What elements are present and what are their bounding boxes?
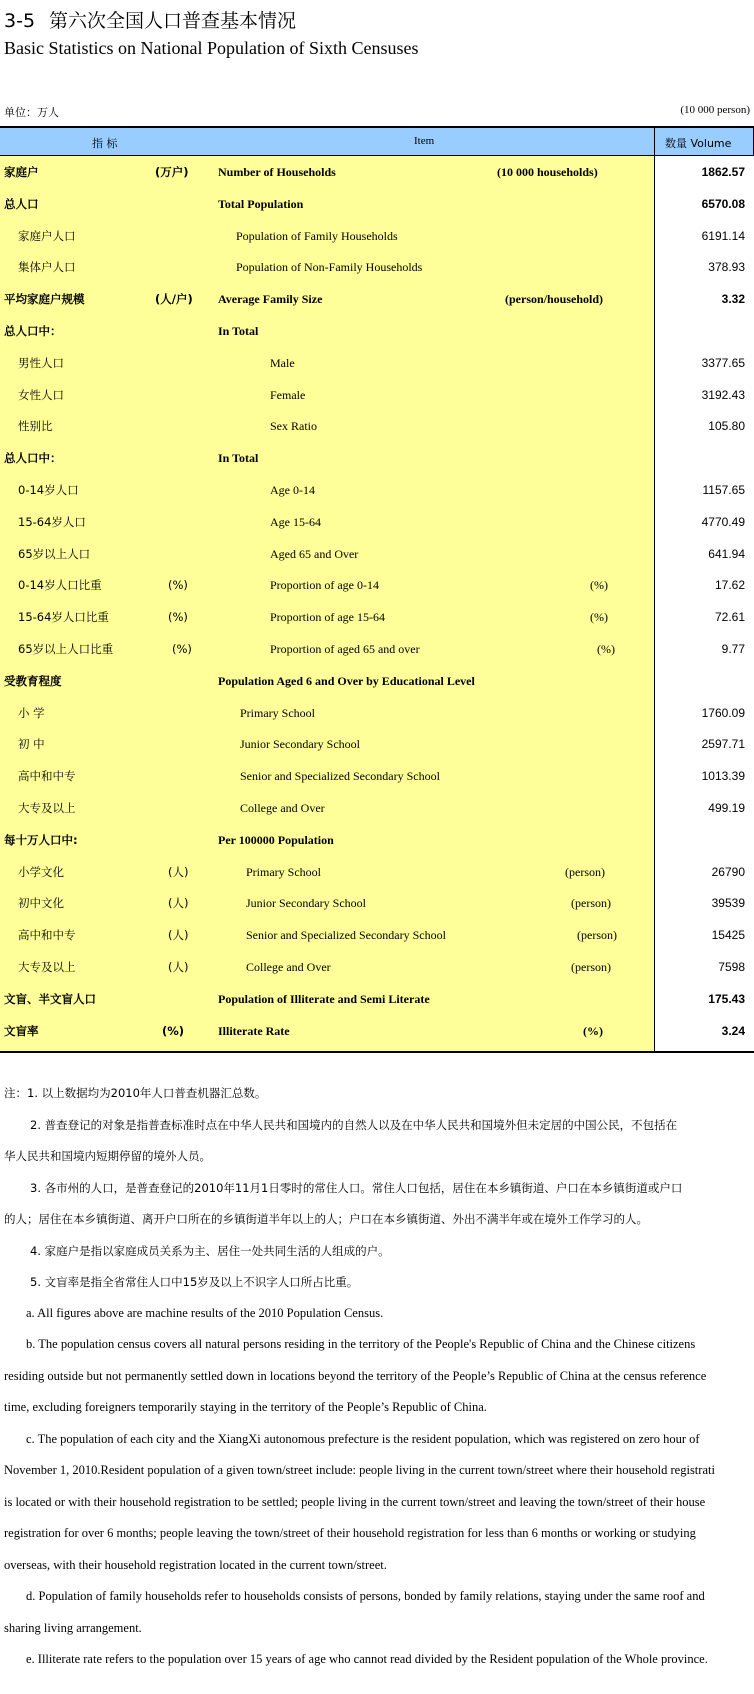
footnote-line: 注：1. 以上数据均为2010年人口普查机器汇总数。 [4,1086,267,1100]
item-unit-en: (%) [583,1023,603,1038]
indicator-cn: 小学文化 [18,864,64,879]
indicator-unit-cn: (%) [162,1023,185,1038]
volume-value: 2597.71 [701,737,745,752]
indicator-cn: 大专及以上 [18,960,76,974]
volume-value: 641.94 [708,546,745,561]
footnote-line: b. The population census covers all natural persons residing in the territory of the People's Republic of China and the Chinese citizens [26,1337,696,1351]
unit-label-en: (10 000 person) [680,104,750,116]
item-en: College and Over [240,801,325,815]
indicator-cn: 0-14岁人口比重 [18,578,102,593]
item-en: In Total [218,451,259,466]
indicator-cn: 男性人口 [18,355,64,370]
item-unit-en: (%) [590,610,608,625]
header-item: Item [414,135,435,147]
footnote-line: 2. 普查登记的对象是指普查标准时点在中华人民共和国境内的自然人以及在中华人民共和国境外但未定居的中国公民，不包括在 [30,1118,678,1132]
item-en: Junior Secondary School [240,737,360,752]
indicator-cn: 文盲率 [4,1023,39,1038]
item-en: Senior and Specialized Secondary School [246,928,446,943]
item-en: Population of Non-Family Households [236,260,423,275]
indicator-unit-cn: (人) [168,896,189,911]
indicator-unit-cn: (%) [172,642,192,656]
volume-value: 1862.57 [701,165,745,179]
footnote-line: overseas, with their household registration located in the current town/street. [4,1558,387,1572]
item-en: Proportion of aged 65 and over [270,642,420,656]
item-unit-en: (%) [590,578,608,593]
table-row [0,283,754,315]
table-row [0,442,754,474]
table-row [0,919,754,951]
indicator-cn: 初中文化 [18,896,64,911]
item-en: Per 100000 Population [218,832,334,847]
footnote-line: 3. 各市州的人口，是普查登记的2010年11月1日零时的常住人口。常住人口包括，居住在本乡镇街道、户口在本乡镇街道或户口 [30,1181,683,1195]
indicator-cn: 平均家庭户规模 [4,292,85,307]
indicator-cn: 集体户人口 [18,260,76,275]
unit-label-cn: 单位：万人 [4,106,59,119]
footnote-line: registration for over 6 months; people leaving the town/street of their household registration for less than 6 months or working or studying [4,1526,696,1540]
footnote-line: residing outside but not permanently settled down in locations beyond the territory of the People’s Republic of China at the census reference [4,1369,707,1383]
page-title-cn [4,6,296,33]
table-row [0,251,754,283]
indicator-cn: 女性人口 [18,387,64,402]
footnote-line: sharing living arrangement. [4,1621,142,1635]
item-en: Illiterate Rate [218,1023,290,1038]
item-en: Primary School [240,705,315,720]
table-bottom-border [0,1051,754,1053]
table-row [0,156,754,188]
table-row [0,601,754,633]
table-row [0,633,754,665]
indicator-cn: 家庭户 [4,165,39,179]
table-row [0,792,754,824]
item-en: Junior Secondary School [246,896,366,911]
indicator-cn: 小 学 [18,705,45,720]
indicator-cn: 高中和中专 [18,769,76,784]
statistics-table [0,126,754,1053]
item-en: Age 15-64 [270,514,321,529]
volume-value: 499.19 [708,801,745,815]
volume-value: 378.93 [708,260,745,275]
volume-value: 15425 [711,928,745,943]
item-en: In Total [218,324,259,338]
volume-value: 7598 [718,960,745,974]
table-row [0,983,754,1015]
item-en: Age 0-14 [270,483,315,497]
item-en: Female [270,387,306,402]
table-row [0,474,754,506]
volume-value: 9.77 [721,642,745,656]
item-unit-en: (10 000 households) [497,165,598,179]
volume-value: 6570.08 [701,196,745,211]
indicator-unit-cn: (人) [168,864,189,879]
table-row [0,856,754,888]
table-row [0,665,754,697]
indicator-cn: 高中和中专 [18,928,76,943]
item-unit-en: (%) [597,642,615,656]
volume-value: 72.61 [714,610,745,625]
table-row [0,506,754,538]
item-en: Sex Ratio [270,419,317,434]
volume-value: 39539 [711,896,745,911]
header-volume: 数量 Volume [665,137,732,150]
volume-value: 3192.43 [701,387,745,402]
item-unit-en: (person) [565,864,605,879]
table-row [0,728,754,760]
footnote-line: is located or with their household registration to be settled; people living in the current town/street and leaving the town/street of their house [4,1495,706,1509]
table-row [0,315,754,347]
item-en: Population Aged 6 and Over by Educational Level [218,673,475,688]
footnote-line: November 1, 2010.Resident population of a given town/street include: people living in the current town/street where their household registrati [4,1463,715,1477]
item-en: Male [270,355,295,370]
volume-value: 175.43 [708,991,745,1006]
table-row [0,760,754,792]
item-en: Total Population [218,196,304,211]
indicator-cn: 总人口 [4,196,39,211]
item-en: College and Over [246,960,331,974]
indicator-cn: 15-64岁人口 [18,514,86,529]
item-en: Senior and Specialized Secondary School [240,769,440,784]
indicator-cn: 初 中 [18,737,45,752]
item-en: Population of Family Households [236,228,398,243]
item-unit-en: (person) [571,896,611,911]
indicator-cn: 文盲、半文盲人口 [4,991,96,1006]
footnote-line: d. Population of family households refer to households consists of persons, bonded by family relations, staying under the same roof and [26,1589,705,1603]
indicator-cn: 总人口中： [4,324,62,338]
table-row [0,379,754,411]
table-row [0,697,754,729]
indicator-cn: 大专及以上 [18,801,76,815]
table-row [0,569,754,601]
table-row [0,410,754,442]
volume-value: 3.32 [721,292,745,307]
volume-value: 17.62 [714,578,745,593]
table-row [0,220,754,252]
item-en: Number of Households [218,165,336,179]
page-title-en: Basic Statistics on National Population of Sixth Censuses [4,38,419,58]
indicator-unit-cn: (人/户) [155,292,193,307]
volume-value: 6191.14 [701,228,745,243]
item-en: Primary School [246,864,321,879]
table-code: 3-5 [4,10,36,32]
volume-value: 105.80 [708,419,745,434]
table-row [0,887,754,919]
indicator-cn: 家庭户人口 [18,228,76,243]
indicator-cn: 每十万人口中: [4,832,78,847]
footnote-line: e. Illiterate rate refers to the population over 15 years of age who cannot read divided by the Resident population of the Whole province. [26,1652,708,1666]
table-row [0,538,754,570]
footnote-line: time, excluding foreigners temporarily staying in the territory of the People’s Republic of China. [4,1400,487,1414]
footnote-line: 4. 家庭户是指以家庭成员关系为主、居住一处共同生活的人组成的户。 [30,1244,390,1258]
indicator-cn: 15-64岁人口比重 [18,610,109,625]
volume-value: 26790 [711,864,745,879]
footnote-line: c. The population of each city and the XiangXi autonomous prefecture is the resident population, which was registered on zero hour of [26,1432,700,1446]
indicator-unit-cn: (人) [168,960,189,974]
table-header [0,126,754,156]
table-row [0,347,754,379]
footnote-line: 的人；居住在本乡镇街道、离开户口所在的乡镇街道半年以上的人；户口在本乡镇街道、外出不满半年或在境外工作学习的人。 [4,1212,648,1226]
title-cn-text: 第六次全国人口普查基本情况 [49,10,297,32]
table-row [0,1015,754,1047]
item-unit-en: (person) [577,928,617,943]
item-en: Average Family Size [218,292,323,307]
volume-value: 3377.65 [701,355,745,370]
indicator-unit-cn: (%) [168,578,188,593]
table-row [0,951,754,983]
footnote-line: 华人民共和国境内短期停留的境外人员。 [4,1149,211,1163]
item-unit-en: (person/household) [505,292,604,307]
indicator-cn: 总人口中： [4,451,62,466]
footnote-line: a. All figures above are machine results of the 2010 Population Census. [26,1306,384,1320]
volume-value: 3.24 [721,1023,745,1038]
table-row [0,188,754,220]
footnote-line: 5. 文盲率是指全省常住人口中15岁及以上不识字人口所占比重。 [30,1275,359,1289]
indicator-cn: 性别比 [18,419,53,434]
indicator-cn: 65岁以上人口 [18,546,91,561]
item-en: Proportion of age 0-14 [270,578,379,593]
volume-value: 1760.09 [701,705,745,720]
indicator-unit-cn: (人) [168,928,189,943]
table-row [0,824,754,856]
item-en: Aged 65 and Over [270,546,359,561]
volume-value: 1157.65 [702,483,745,497]
volume-value: 1013.39 [701,769,745,784]
indicator-cn: 65岁以上人口比重 [18,642,114,656]
indicator-unit-cn: (万户) [155,165,189,179]
indicator-unit-cn: (%) [168,610,188,625]
item-en: Population of Illiterate and Semi Literate [218,991,430,1006]
indicator-cn: 受教育程度 [4,673,62,688]
item-en: Proportion of age 15-64 [270,610,385,625]
header-indicator: 指 标 [92,137,118,150]
volume-value: 4770.49 [701,514,745,529]
indicator-cn: 0-14岁人口 [18,483,79,497]
item-unit-en: (person) [571,960,611,974]
